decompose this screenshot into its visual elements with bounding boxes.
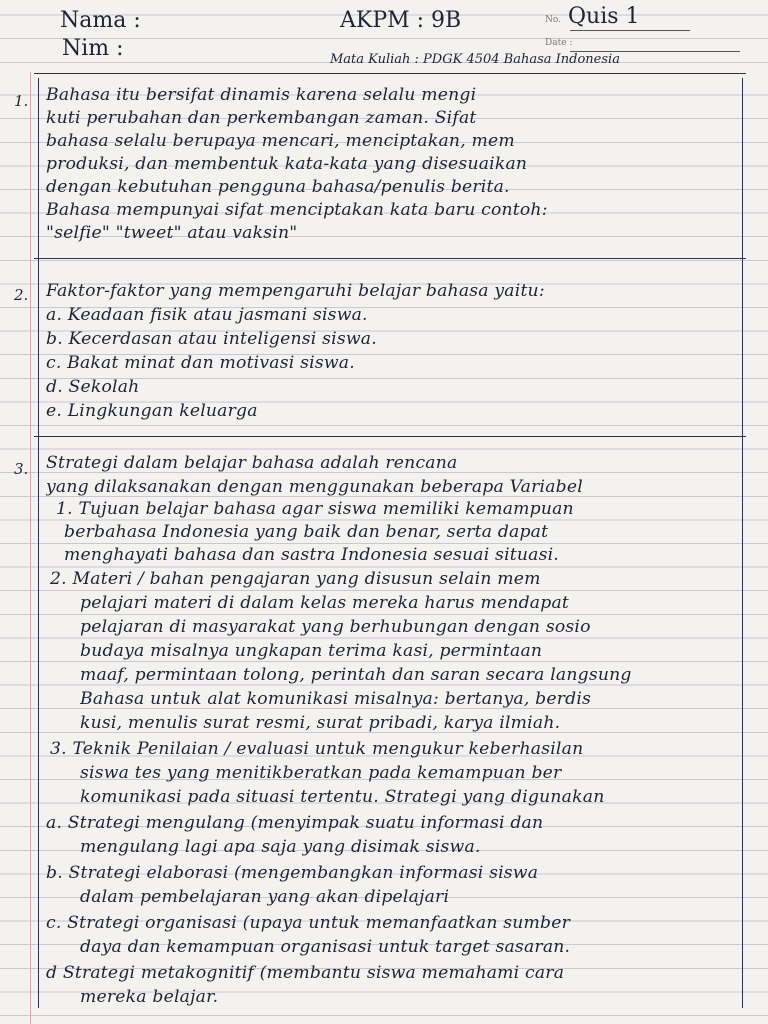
answer-3-line: mengulang lagi apa saja yang disimak siswa. xyxy=(80,837,481,857)
answer-separator xyxy=(34,436,746,437)
course-subject: Mata Kuliah : PDGK 4504 Bahasa Indonesia xyxy=(330,52,620,67)
header-rule xyxy=(34,73,746,74)
answer-3-line: a. Strategi mengulang (menyimpak suatu informasi dan xyxy=(46,813,544,833)
answer-3-line: mereka belajar. xyxy=(80,987,219,1007)
answer-1-line: Bahasa itu bersifat dinamis karena selalu mengi xyxy=(46,85,477,105)
answer-1-line: "selfie" "tweet" atau vaksin" xyxy=(46,223,298,243)
answer-1-line: kuti perubahan dan perkembangan zaman. Sifat xyxy=(46,108,477,128)
answer-3-line: dalam pembelajaran yang akan dipelajari xyxy=(80,887,450,907)
answer-3-line: Strategi dalam belajar bahasa adalah rencana xyxy=(46,453,458,473)
answer-3-line: pelajari materi di dalam kelas mereka harus mendapat xyxy=(80,593,570,613)
answer-2-line: Faktor-faktor yang mempengaruhi belajar bahasa yaitu: xyxy=(46,281,545,301)
answer-1-line: bahasa selalu berupaya mencari, menciptakan, mem xyxy=(46,131,515,151)
answer-2-number: 2. xyxy=(14,286,29,304)
answer-3-line: siswa tes yang menitikberatkan pada kemampuan ber xyxy=(80,763,562,783)
answer-3-line: 1. Tujuan belajar bahasa agar siswa memiliki kemampuan xyxy=(56,499,574,519)
date-label: Date : xyxy=(545,38,573,48)
answer-3-number: 3. xyxy=(14,460,29,478)
nama-label: Nama : xyxy=(60,8,141,33)
answer-1-line: dengan kebutuhan pengguna bahasa/penulis berita. xyxy=(46,177,510,197)
answer-separator xyxy=(34,258,746,259)
answer-1-line: produksi, dan membentuk kata-kata yang disesuaikan xyxy=(46,154,528,174)
no-underline xyxy=(570,30,690,31)
akpm-class: AKPM : 9B xyxy=(340,8,462,33)
answer-1-line: Bahasa mempunyai sifat menciptakan kata baru contoh: xyxy=(46,200,548,220)
answer-1-number: 1. xyxy=(14,92,29,110)
answer-3-line: d Strategi metakognitif (membantu siswa memahami cara xyxy=(46,963,565,983)
answer-3-line: 3. Teknik Penilaian / evaluasi untuk mengukur keberhasilan xyxy=(50,739,584,759)
answer-3-line: Bahasa untuk alat komunikasi misalnya: bertanya, berdis xyxy=(80,689,592,709)
answer-3-line: budaya misalnya ungkapan terima kasi, permintaan xyxy=(80,641,543,661)
answer-3-line: maaf, permintaan tolong, perintah dan saran secara langsung xyxy=(80,665,632,685)
answer-2-line: e. Lingkungan keluarga xyxy=(46,401,258,421)
answer-2-line: c. Bakat minat dan motivasi siswa. xyxy=(46,353,355,373)
answer-3-line: c. Strategi organisasi (upaya untuk memanfaatkan sumber xyxy=(46,913,571,933)
quiz-title: Quis 1 xyxy=(568,4,640,29)
answer-3-line: pelajaran di masyarakat yang berhubungan dengan sosio xyxy=(80,617,591,637)
answer-3-line: berbahasa Indonesia yang baik dan benar, serta dapat xyxy=(64,522,549,542)
right-border-line xyxy=(742,78,743,1008)
answer-3-line: kusi, menulis surat resmi, surat pribadi, karya ilmiah. xyxy=(80,713,561,733)
answer-3-line: daya dan kemampuan organisasi untuk target sasaran. xyxy=(80,937,571,957)
answer-3-line: komunikasi pada situasi tertentu. Strategi yang digunakan xyxy=(80,787,605,807)
no-label: No. xyxy=(545,15,561,25)
answer-2-line: d. Sekolah xyxy=(46,377,140,397)
answer-3-line: yang dilaksanakan dengan menggunakan beberapa Variabel xyxy=(46,477,583,497)
margin-line xyxy=(30,72,31,1024)
answer-3-line: menghayati bahasa dan sastra Indonesia sesuai situasi. xyxy=(64,545,559,565)
answer-3-line: b. Strategi elaborasi (mengembangkan informasi siswa xyxy=(46,863,539,883)
nim-label: Nim : xyxy=(62,36,124,61)
answer-2-line: b. Kecerdasan atau inteligensi siswa. xyxy=(46,329,377,349)
answer-2-line: a. Keadaan fisik atau jasmani siswa. xyxy=(46,305,368,325)
answer-3-line: 2. Materi / bahan pengajaran yang disusun selain mem xyxy=(50,569,541,589)
left-border-line xyxy=(38,78,39,1008)
